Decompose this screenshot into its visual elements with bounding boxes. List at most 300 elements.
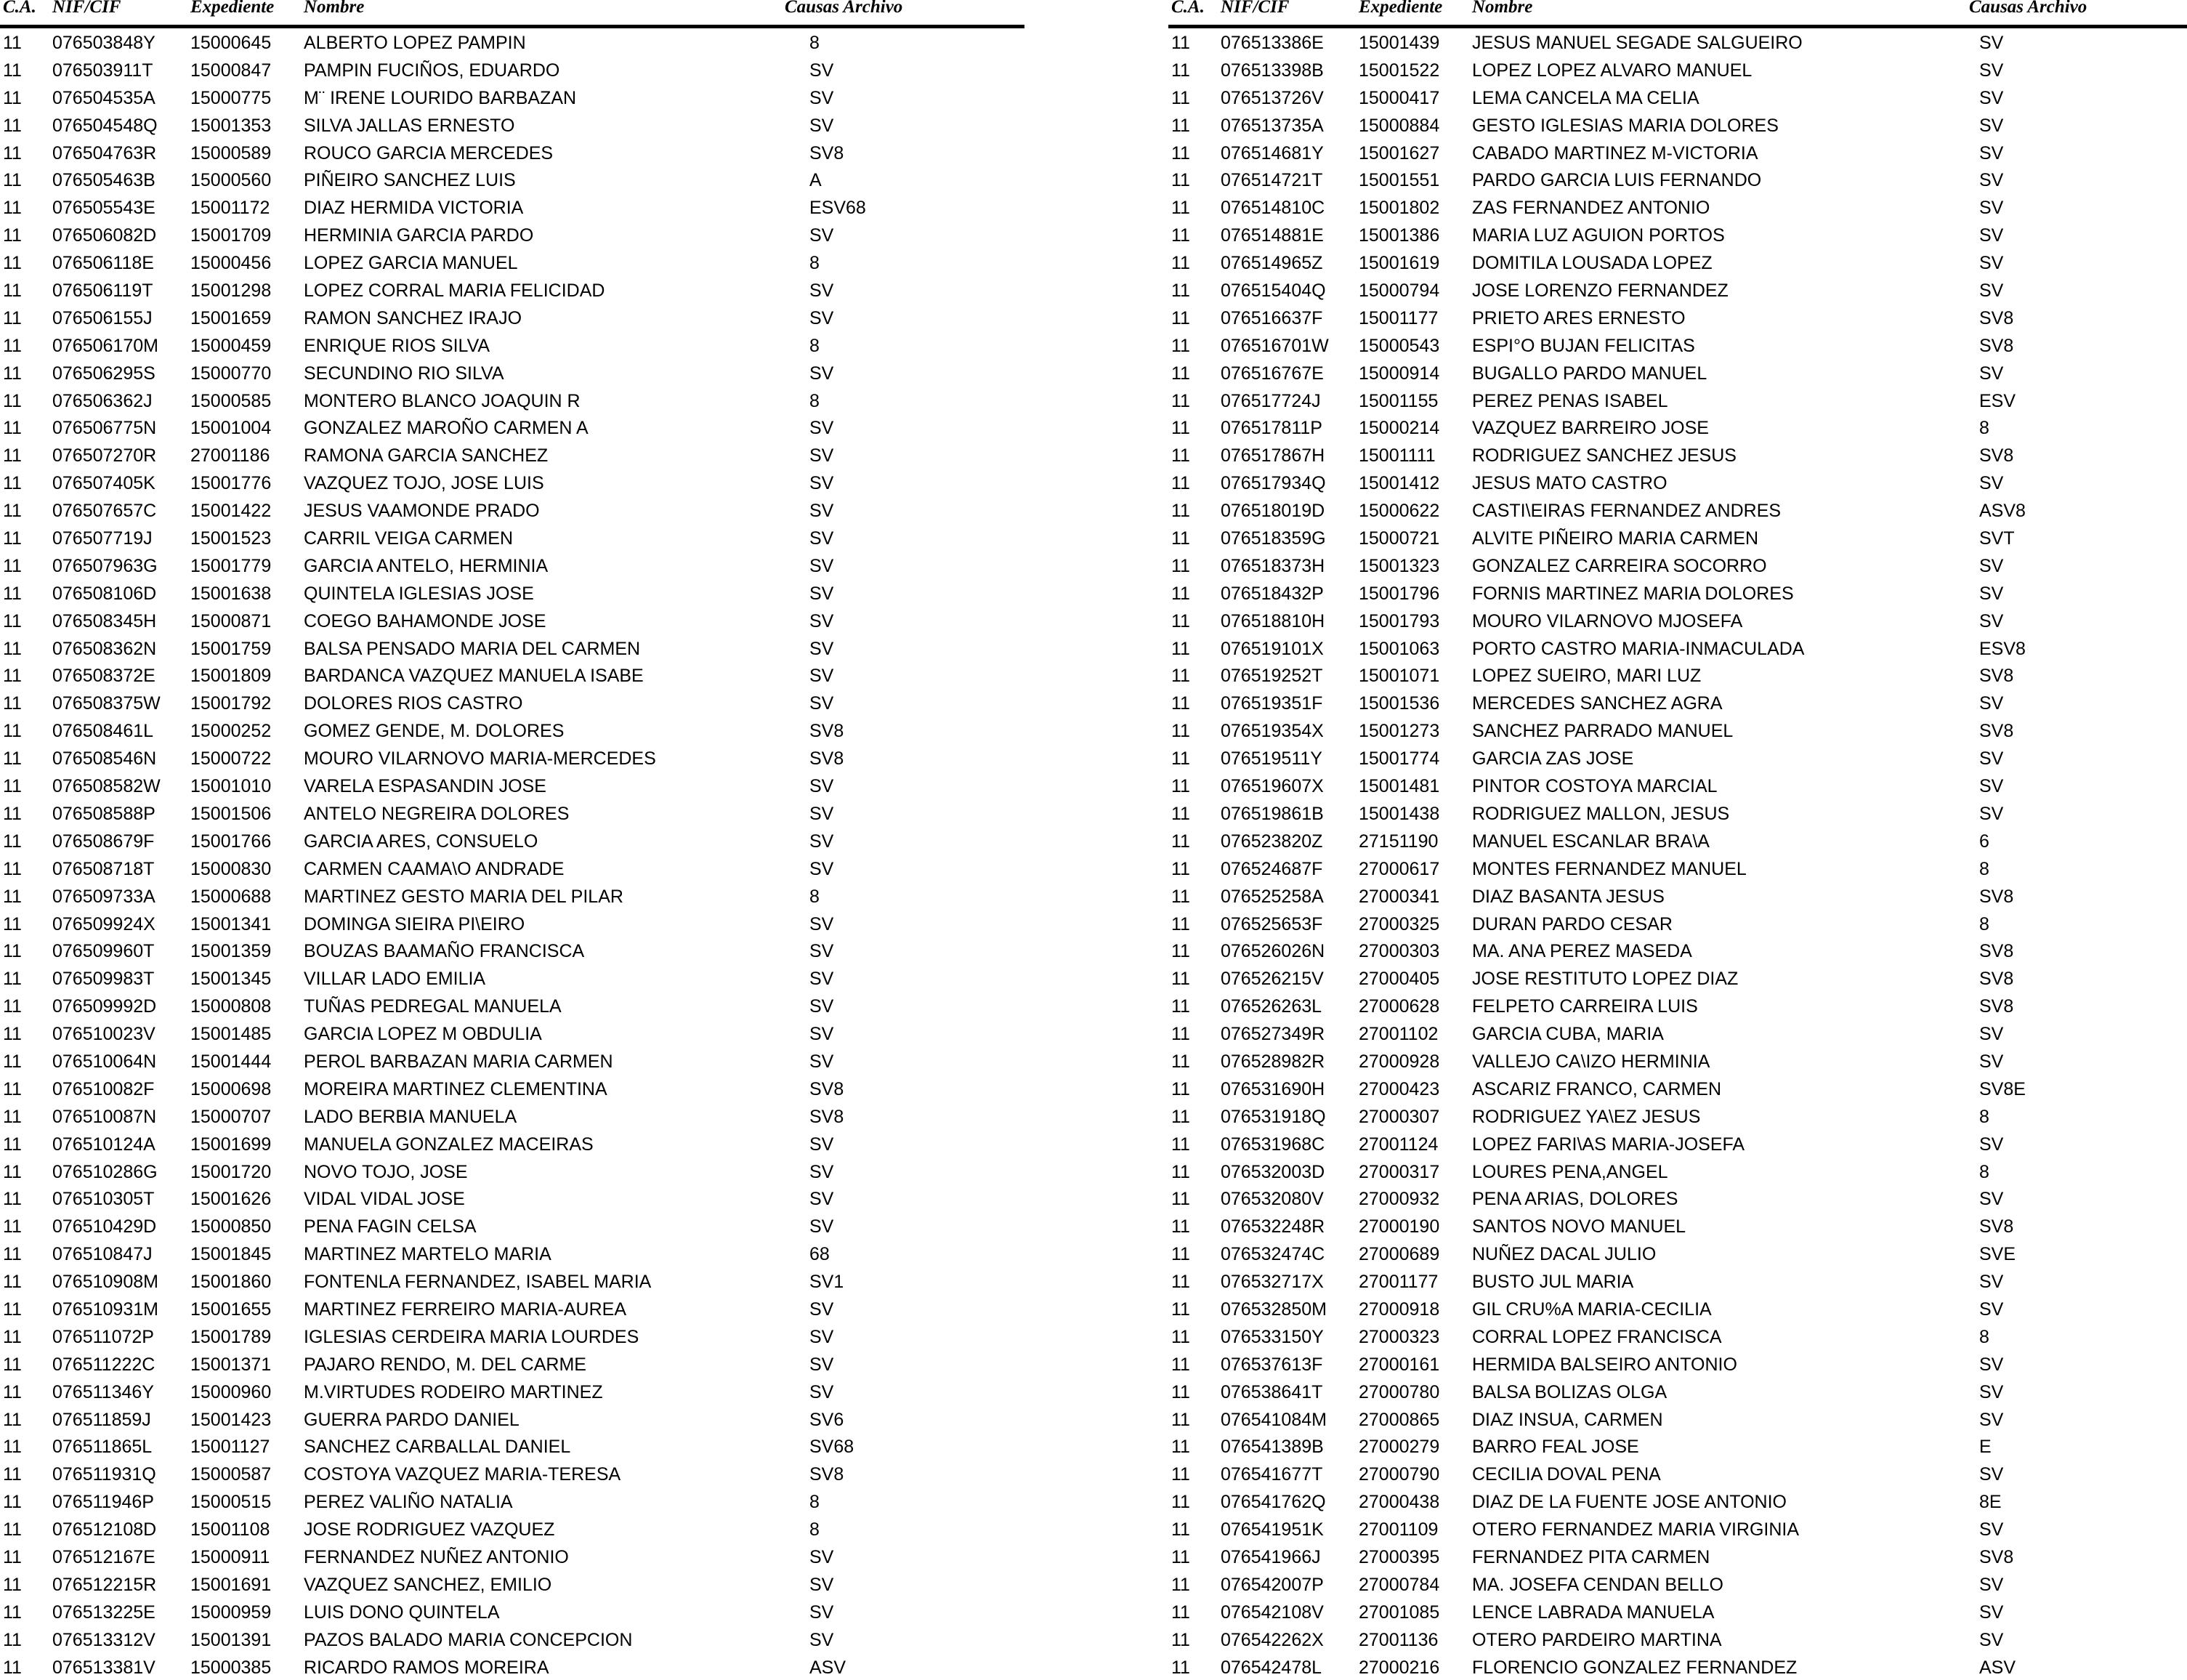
cell-ca: 11 [1171,528,1190,549]
cell-causas: SV [1979,1051,2004,1072]
cell-nif: 076514881E [1221,225,1324,246]
cell-expediente: 27001109 [1359,1519,1439,1540]
cell-expediente: 27001085 [1359,1602,1440,1623]
cell-causas: SV [809,1299,834,1320]
cell-expediente: 15000515 [190,1492,272,1513]
table-row [0,607,1024,634]
cell-causas: ASV [1979,1657,2016,1678]
cell-nif: 076506170M [52,335,158,356]
cell-causas: SV [1979,170,2004,191]
cell-nif: 076527349R [1221,1024,1325,1045]
cell-ca: 11 [3,1299,22,1320]
cell-causas: SV [809,803,834,824]
cell-nif: 076511346Y [52,1381,154,1402]
cell-nombre: PAMPIN FUCIÑOS, EDUARDO [304,60,560,81]
table-row [0,1598,1024,1626]
table-row [1168,772,2187,799]
cell-expediente: 15001802 [1359,198,1440,219]
cell-nif: 076509983T [52,969,155,990]
cell-causas: ASV8 [1979,501,2026,522]
cell-ca: 11 [3,528,22,549]
table-row [1168,1543,2187,1570]
cell-expediente: 15000914 [1359,363,1440,384]
cell-nif: 076518373H [1221,555,1325,576]
cell-ca: 11 [3,1464,22,1485]
cell-ca: 11 [3,390,22,411]
table-row [1168,1075,2187,1102]
cell-nombre: GARCIA ZAS JOSE [1472,748,1634,770]
cell-nombre: M¨ IRENE LOURIDO BARBAZAN [304,87,577,108]
cell-ca: 11 [3,501,22,522]
cell-causas: 8 [809,1492,820,1513]
cell-nombre: JESUS MANUEL SEGADE SALGUEIRO [1472,33,1803,53]
cell-nombre: BALSA PENSADO MARIA DEL CARMEN [304,638,641,659]
cell-nif: 076513398B [1221,60,1324,81]
cell-nombre: SILVA JALLAS ERNESTO [304,115,515,136]
cell-expediente: 15001063 [1359,638,1440,659]
cell-nif: 076512167E [52,1546,155,1567]
cell-ca: 11 [3,170,22,191]
cell-expediente: 15001155 [1359,390,1439,411]
cell-nombre: GUERRA PARDO DANIEL [304,1409,520,1430]
cell-nif: 076514965Z [1221,253,1323,274]
cell-nombre: MARIA LUZ AGUION PORTOS [1472,225,1725,246]
cell-nombre: JOSE RODRIGUEZ VAZQUEZ [304,1519,555,1540]
cell-nombre: GONZALEZ MAROÑO CARMEN A [304,418,589,439]
cell-nif: 076519607X [1221,776,1324,797]
cell-causas: SV [1979,473,2004,494]
cell-nif: 076509992D [52,996,157,1017]
cell-ca: 11 [1171,1354,1190,1375]
cell-nif: 076506362J [52,390,153,411]
cell-ca: 11 [3,1381,22,1402]
cell-nif: 076508345H [52,610,157,631]
cell-expediente: 15001619 [1359,253,1440,274]
cell-ca: 11 [1171,1657,1190,1678]
cell-expediente: 15001627 [1359,142,1440,163]
cell-ca: 11 [3,1216,22,1237]
cell-nif: 076525258A [1221,886,1324,907]
table-row [1168,469,2187,496]
cell-nif: 076516637F [1221,307,1323,328]
cell-expediente: 15001709 [190,225,272,246]
cell-nombre: SANTOS NOVO MANUEL [1472,1216,1686,1237]
cell-expediente: 15000770 [190,363,272,384]
cell-causas: 8 [1979,418,1989,439]
cell-causas: SV [1979,1629,2004,1650]
cell-ca: 11 [1171,87,1190,108]
cell-causas: SV [809,776,834,797]
table-row [1168,111,2187,139]
cell-nif: 076542108V [1221,1602,1324,1623]
cell-nif: 076519861B [1221,803,1324,824]
cell-nif: 076503848Y [52,33,155,53]
table-row [1168,1184,2187,1212]
cell-nif: 076516767E [1221,363,1324,384]
cell-causas: SV [809,1354,834,1375]
cell-nombre: BOUZAS BAAMAÑO FRANCISCA [304,941,585,962]
cell-ca: 11 [3,1354,22,1375]
cell-ca: 11 [1171,1161,1190,1182]
cell-ca: 11 [1171,1602,1190,1623]
table-row [1168,1626,2187,1653]
cell-nif: 076519101X [1221,638,1324,659]
table-row [0,359,1024,387]
cell-causas: E [1979,1437,1992,1458]
cell-ca: 11 [1171,142,1190,163]
cell-ca: 11 [1171,748,1190,770]
cell-nombre: PIÑEIRO SANCHEZ LUIS [304,170,516,191]
table-row [1168,1570,2187,1598]
cell-expediente: 15001004 [190,418,272,439]
cell-nombre: DOMINGA SIEIRA PI\EIRO [304,913,525,934]
cell-ca: 11 [3,473,22,494]
cell-nombre: MANUEL ESCANLAR BRA\A [1472,831,1710,852]
cell-expediente: 15000707 [190,1106,272,1127]
cell-nif: 076542478L [1221,1657,1322,1678]
cell-nombre: PAJARO RENDO, M. DEL CARME [304,1354,586,1375]
cell-nif: 076506155J [52,307,153,328]
cell-expediente: 15000214 [1359,418,1440,439]
cell-ca: 11 [1171,33,1190,53]
cell-causas: ASV [809,1657,846,1678]
table-row [0,111,1024,139]
cell-expediente: 15000959 [190,1602,272,1623]
cell-expediente: 15001776 [190,473,272,494]
table-row [1168,716,2187,744]
cell-ca: 11 [3,583,22,604]
cell-causas: SV8 [1979,1216,2014,1237]
cell-expediente: 27000190 [1359,1216,1440,1237]
cell-causas: SV [809,1161,834,1182]
cell-ca: 11 [1171,803,1190,824]
cell-nif: 076532850M [1221,1299,1327,1320]
cell-ca: 11 [3,748,22,770]
cell-nombre: LEMA CANCELA MA CELIA [1472,87,1699,108]
cell-nif: 076511072P [52,1326,154,1347]
cell-expediente: 15001444 [190,1051,272,1072]
cell-nombre: LOURES PENA,ANGEL [1472,1161,1668,1182]
cell-ca: 11 [3,1106,22,1127]
cell-causas: SV [809,225,834,246]
cell-nombre: LOPEZ GARCIA MANUEL [304,253,518,274]
table-row [1168,1515,2187,1543]
cell-nombre: ESPI°O BUJAN FELICITAS [1472,335,1695,356]
cell-causas: 8 [1979,1106,1989,1127]
cell-expediente: 27000617 [1359,858,1440,879]
cell-causas: SV [809,1051,834,1072]
cell-ca: 11 [3,1492,22,1513]
cell-nombre: MA. JOSEFA CENDAN BELLO [1472,1574,1723,1595]
cell-expediente: 27001177 [1359,1272,1439,1293]
cell-nombre: MOREIRA MARTINEZ CLEMENTINA [304,1078,607,1099]
cell-ca: 11 [3,555,22,576]
cell-nombre: CARMEN CAAMA\O ANDRADE [304,858,565,879]
cell-ca: 11 [1171,473,1190,494]
table-row [0,441,1024,469]
cell-ca: 11 [1171,583,1190,604]
cell-nombre: COEGO BAHAMONDE JOSE [304,610,546,631]
cell-causas: A [809,170,822,191]
cell-nif: 076526215V [1221,969,1324,990]
cell-causas: SV [809,1546,834,1567]
cell-expediente: 15001536 [1359,693,1440,714]
cell-ca: 11 [1171,1629,1190,1650]
cell-nif: 076505463B [52,170,155,191]
cell-causas: SV8 [1979,969,2014,990]
cell-ca: 11 [3,1272,22,1293]
cell-nombre: BUSTO JUL MARIA [1472,1272,1634,1293]
cell-causas: SV [809,996,834,1017]
cell-causas: SV [809,969,834,990]
cell-causas: SV8 [809,1078,844,1099]
cell-nif: 076505543E [52,198,155,219]
cell-nif: 076510931M [52,1299,158,1320]
cell-nif: 076519252T [1221,666,1323,687]
cell-nombre: GARCIA ARES, CONSUELO [304,831,538,852]
cell-nombre: RAMONA GARCIA SANCHEZ [304,445,549,467]
cell-causas: SV [809,1629,834,1650]
cell-expediente: 15001422 [190,501,272,522]
cell-ca: 11 [3,803,22,824]
cell-expediente: 15001345 [190,969,272,990]
cell-expediente: 15000688 [190,886,272,907]
cell-nif: 076511865L [52,1437,153,1458]
cell-nombre: JESUS MATO CASTRO [1472,473,1667,494]
table-row [0,689,1024,716]
cell-nombre: M.VIRTUDES RODEIRO MARTINEZ [304,1381,603,1402]
cell-ca: 11 [1171,886,1190,907]
cell-causas: 8 [1979,1326,1989,1347]
table-row [1168,249,2187,276]
table-body [0,28,1024,1680]
cell-nif: 076518432P [1221,583,1324,604]
cell-nif: 076510082F [52,1078,155,1099]
cell-nombre: ASCARIZ FRANCO, CARMEN [1472,1078,1722,1099]
table-row [1168,1047,2187,1075]
cell-ca: 11 [1171,1134,1190,1155]
cell-nif: 076513386E [1221,33,1324,53]
cell-expediente: 27000325 [1359,913,1440,934]
cell-causas: SV8 [809,721,844,742]
cell-expediente: 27000932 [1359,1189,1440,1210]
cell-expediente: 15001809 [190,666,272,687]
cell-nombre: BARRO FEAL JOSE [1472,1437,1639,1458]
table-row [0,1487,1024,1515]
cell-ca: 11 [3,941,22,962]
cell-expediente: 15001638 [190,583,272,604]
cell-nombre: NUÑEZ DACAL JULIO [1472,1244,1657,1265]
cell-causas: SV [1979,1272,2004,1293]
cell-nombre: GONZALEZ CARREIRA SOCORRO [1472,555,1767,576]
cell-expediente: 15001371 [190,1354,272,1375]
cell-expediente: 15001691 [190,1574,272,1595]
cell-ca: 11 [3,307,22,328]
cell-ca: 11 [1171,1437,1190,1458]
table-row [0,1047,1024,1075]
cell-nif: 076517811P [1221,418,1322,439]
cell-nombre: MANUELA GONZALEZ MACEIRAS [304,1134,594,1155]
table-row [0,1378,1024,1405]
table-row [0,1295,1024,1322]
cell-nif: 076517724J [1221,390,1321,411]
table-body [1168,28,2187,1680]
cell-nombre: CARRIL VEIGA CARMEN [304,528,514,549]
header-causas: Causas Archivo [785,0,903,17]
cell-nombre: GARCIA LOPEZ M OBDULIA [304,1024,542,1045]
cell-nif: 076524687F [1221,858,1323,879]
cell-nif: 076513735A [1221,115,1324,136]
cell-ca: 11 [1171,1244,1190,1265]
table-row [0,910,1024,937]
cell-causas: SV [809,1189,834,1210]
cell-ca: 11 [3,1574,22,1595]
cell-expediente: 27000317 [1359,1161,1440,1182]
cell-expediente: 15000645 [190,33,272,53]
cell-expediente: 15001423 [190,1409,272,1430]
table-row [0,1267,1024,1295]
cell-nombre: BUGALLO PARDO MANUEL [1472,363,1707,384]
cell-causas: SV [809,913,834,934]
cell-expediente: 27151190 [1359,831,1439,852]
cell-ca: 11 [1171,666,1190,687]
cell-nombre: LENCE LABRADA MANUELA [1472,1602,1715,1623]
table-row [1168,193,2187,221]
cell-ca: 11 [1171,913,1190,934]
cell-causas: SV [1979,1134,2004,1155]
cell-causas: ESV68 [809,198,866,219]
cell-nombre: MARTINEZ FERREIRO MARIA-AUREA [304,1299,627,1320]
cell-causas: SV [809,1024,834,1045]
cell-causas: SV8 [1979,445,2014,467]
cell-nif: 076508461L [52,721,154,742]
table-row [1168,387,2187,414]
cell-ca: 11 [1171,335,1190,356]
cell-nif: 076508372E [52,666,155,687]
cell-nif: 076542262X [1221,1629,1324,1650]
cell-ca: 11 [1171,1409,1190,1430]
cell-expediente: 15001439 [1359,33,1440,53]
cell-nombre: BARDANCA VAZQUEZ MANUELA ISABE [304,666,644,687]
table-row [0,413,1024,441]
cell-nif: 076516701W [1221,335,1329,356]
cell-nif: 076510847J [52,1244,153,1265]
cell-ca: 11 [1171,445,1190,467]
cell-nif: 076508582W [52,776,161,797]
cell-nif: 076507270R [52,445,157,467]
cell-causas: SV [809,1134,834,1155]
cell-ca: 11 [1171,307,1190,328]
cell-expediente: 15001172 [190,198,270,219]
cell-ca: 11 [1171,1546,1190,1567]
cell-nif: 076542007P [1221,1574,1324,1595]
table-row [1168,496,2187,524]
cell-ca: 11 [3,253,22,274]
cell-nif: 076519351F [1221,693,1323,714]
cell-causas: SVT [1979,528,2015,549]
table-row [1168,1598,2187,1626]
cell-nif: 076508718T [52,858,155,879]
cell-causas: SV6 [809,1409,844,1430]
cell-expediente: 27000341 [1359,886,1440,907]
cell-causas: SV [1979,1354,2004,1375]
table-row [1168,1295,2187,1322]
table-row [0,496,1024,524]
cell-nif: 076523820Z [1221,831,1323,852]
cell-expediente: 15000560 [190,170,272,191]
table-row [1168,992,2187,1019]
cell-ca: 11 [1171,941,1190,962]
cell-ca: 11 [1171,776,1190,797]
cell-nif: 076506119T [52,280,153,302]
cell-ca: 11 [3,142,22,163]
cell-ca: 11 [3,1189,22,1210]
cell-nombre: HERMINIA GARCIA PARDO [304,225,534,246]
cell-nif: 076541951K [1221,1519,1324,1540]
cell-nombre: DOMITILA LOUSADA LOPEZ [1472,253,1713,274]
cell-expediente: 27000918 [1359,1299,1440,1320]
cell-expediente: 15001010 [190,776,272,797]
cell-ca: 11 [3,33,22,53]
cell-nif: 076510124A [52,1134,155,1155]
cell-nombre: ENRIQUE RIOS SILVA [304,335,490,356]
table-row [1168,221,2187,249]
cell-nombre: DURAN PARDO CESAR [1472,913,1673,934]
table-row [0,716,1024,744]
cell-nif: 076538641T [1221,1381,1323,1402]
cell-causas: SV [1979,1464,2004,1485]
cell-causas: SV [1979,33,2004,53]
table-row [0,1212,1024,1240]
table-row [1168,855,2187,882]
cell-ca: 11 [3,1024,22,1045]
cell-ca: 11 [1171,170,1190,191]
cell-nif: 076514810C [1221,198,1325,219]
table-row [1168,607,2187,634]
cell-causas: SV [809,858,834,879]
cell-ca: 11 [3,363,22,384]
cell-nombre: VALLEJO CA\IZO HERMINIA [1472,1051,1710,1072]
cell-nombre: PEROL BARBAZAN MARIA CARMEN [304,1051,613,1072]
cell-causas: 8 [809,335,820,356]
table-row [0,937,1024,964]
cell-nombre: ALBERTO LOPEZ PAMPIN [304,33,526,53]
cell-nombre: PRIETO ARES ERNESTO [1472,307,1686,328]
table-row [1168,1158,2187,1185]
cell-nombre: IGLESIAS CERDEIRA MARIA LOURDES [304,1326,639,1347]
cell-nombre: HERMIDA BALSEIRO ANTONIO [1472,1354,1737,1375]
cell-causas: 8 [1979,858,1989,879]
cell-causas: SV [1979,555,2004,576]
table-row [0,1102,1024,1130]
cell-nombre: MARTINEZ MARTELO MARIA [304,1244,551,1265]
cell-nif: 076514721T [1221,170,1323,191]
cell-expediente: 15000698 [190,1078,272,1099]
cell-ca: 11 [3,60,22,81]
cell-nif: 076506775N [52,418,157,439]
cell-causas: SV8 [1979,307,2014,328]
cell-expediente: 15001792 [190,693,272,714]
cell-expediente: 27000423 [1359,1078,1440,1099]
cell-nombre: COSTOYA VAZQUEZ MARIA-TERESA [304,1464,621,1485]
cell-ca: 11 [3,969,22,990]
cell-nif: 076532474C [1221,1244,1325,1265]
cell-nif: 076504548Q [52,115,158,136]
cell-ca: 11 [1171,858,1190,879]
cell-causas: SV [809,1574,834,1595]
table-row [0,579,1024,607]
cell-expediente: 15000775 [190,87,272,108]
